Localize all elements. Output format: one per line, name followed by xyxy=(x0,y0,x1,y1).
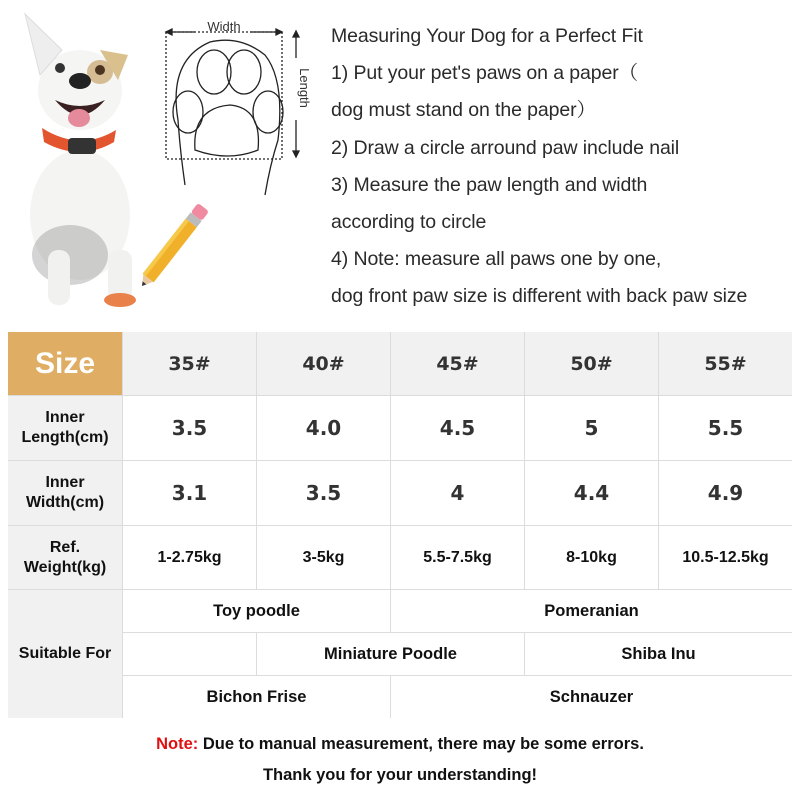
table-cell: 4.9 xyxy=(659,461,792,525)
breed-cell: Bichon Frise xyxy=(123,676,391,718)
row-label-line: Width(cm) xyxy=(25,494,105,511)
breed-cell: Pomeranian xyxy=(391,590,792,632)
table-cell: 8-10kg xyxy=(525,526,659,589)
breed-cell: Toy poodle xyxy=(123,590,391,632)
width-label: Width xyxy=(207,19,241,34)
suitable-for-section xyxy=(8,590,792,718)
instruction-line: 1) Put your pet's paws on a paper（ xyxy=(331,62,639,85)
table-row-inner-width xyxy=(8,461,792,526)
note-line-1 xyxy=(0,735,800,754)
suitable-breeds xyxy=(123,590,792,718)
dog-photo-icon xyxy=(0,0,320,320)
instruction-line: dog front paw size is different with back paw size xyxy=(331,285,748,308)
size-column-header: 45# xyxy=(391,332,525,395)
instruction-line: dog must stand on the paper） xyxy=(331,99,596,122)
breed-row xyxy=(123,676,792,718)
row-label-line: Weight(kg) xyxy=(23,558,107,576)
row-label-line: Length(cm) xyxy=(21,429,109,446)
table-cell: 4.5 xyxy=(391,396,525,460)
breed-cell: Shiba Inu xyxy=(525,633,792,675)
note-prefix: Note: xyxy=(156,735,199,753)
size-header-cell: Size xyxy=(8,332,123,395)
table-cell: 4.0 xyxy=(257,396,391,460)
table-cell: 3.5 xyxy=(123,396,257,460)
size-column-header: 50# xyxy=(525,332,659,395)
table-cell: 1-2.75kg xyxy=(123,526,257,589)
measurement-note xyxy=(0,735,800,785)
table-cell: 3.5 xyxy=(257,461,391,525)
table-cell: 5.5-7.5kg xyxy=(391,526,525,589)
table-cell: 3-5kg xyxy=(257,526,391,589)
measurement-illustration xyxy=(0,0,320,320)
note-line-2: Thank you for your understanding! xyxy=(262,766,538,784)
note-text: Due to manual measurement, there may be some errors. xyxy=(198,735,644,753)
table-header-row xyxy=(8,332,792,396)
breed-row xyxy=(123,633,792,676)
length-label: Length xyxy=(297,68,312,108)
row-label xyxy=(8,396,123,460)
table-cell: 5 xyxy=(525,396,659,460)
breed-cell: Miniature Poodle xyxy=(257,633,525,675)
instruction-line: 2) Draw a circle arround paw include nail xyxy=(331,136,680,159)
row-label-line: Ref. xyxy=(49,538,81,556)
instruction-line: 4) Note: measure all paws one by one, xyxy=(331,248,662,271)
row-label-line: Inner xyxy=(45,474,85,491)
size-chart-table xyxy=(8,332,792,718)
table-cell: 4 xyxy=(391,461,525,525)
suitable-for-label: Suitable For xyxy=(8,590,123,718)
breed-cell: Schnauzer xyxy=(391,676,792,718)
paw-diagram xyxy=(166,29,299,195)
row-label xyxy=(8,461,123,525)
size-column-header: 35# xyxy=(123,332,257,395)
table-row-ref-weight xyxy=(8,526,792,590)
instruction-line: according to circle xyxy=(331,210,487,233)
table-cell: 3.1 xyxy=(123,461,257,525)
table-row-inner-length xyxy=(8,396,792,461)
breed-cell-empty xyxy=(123,633,257,675)
row-label xyxy=(8,526,123,589)
pencil-icon xyxy=(136,203,209,290)
table-cell: 5.5 xyxy=(659,396,792,460)
instructions-title: Measuring Your Dog for a Perfect Fit xyxy=(331,25,643,47)
instruction-line: 3) Measure the paw length and width xyxy=(331,173,648,196)
size-column-header: 55# xyxy=(659,332,792,395)
measuring-instructions xyxy=(331,18,800,316)
table-cell: 4.4 xyxy=(525,461,659,525)
size-column-header: 40# xyxy=(257,332,391,395)
row-label-line: Inner xyxy=(45,409,85,426)
breed-row xyxy=(123,590,792,633)
table-cell: 10.5-12.5kg xyxy=(659,526,792,589)
